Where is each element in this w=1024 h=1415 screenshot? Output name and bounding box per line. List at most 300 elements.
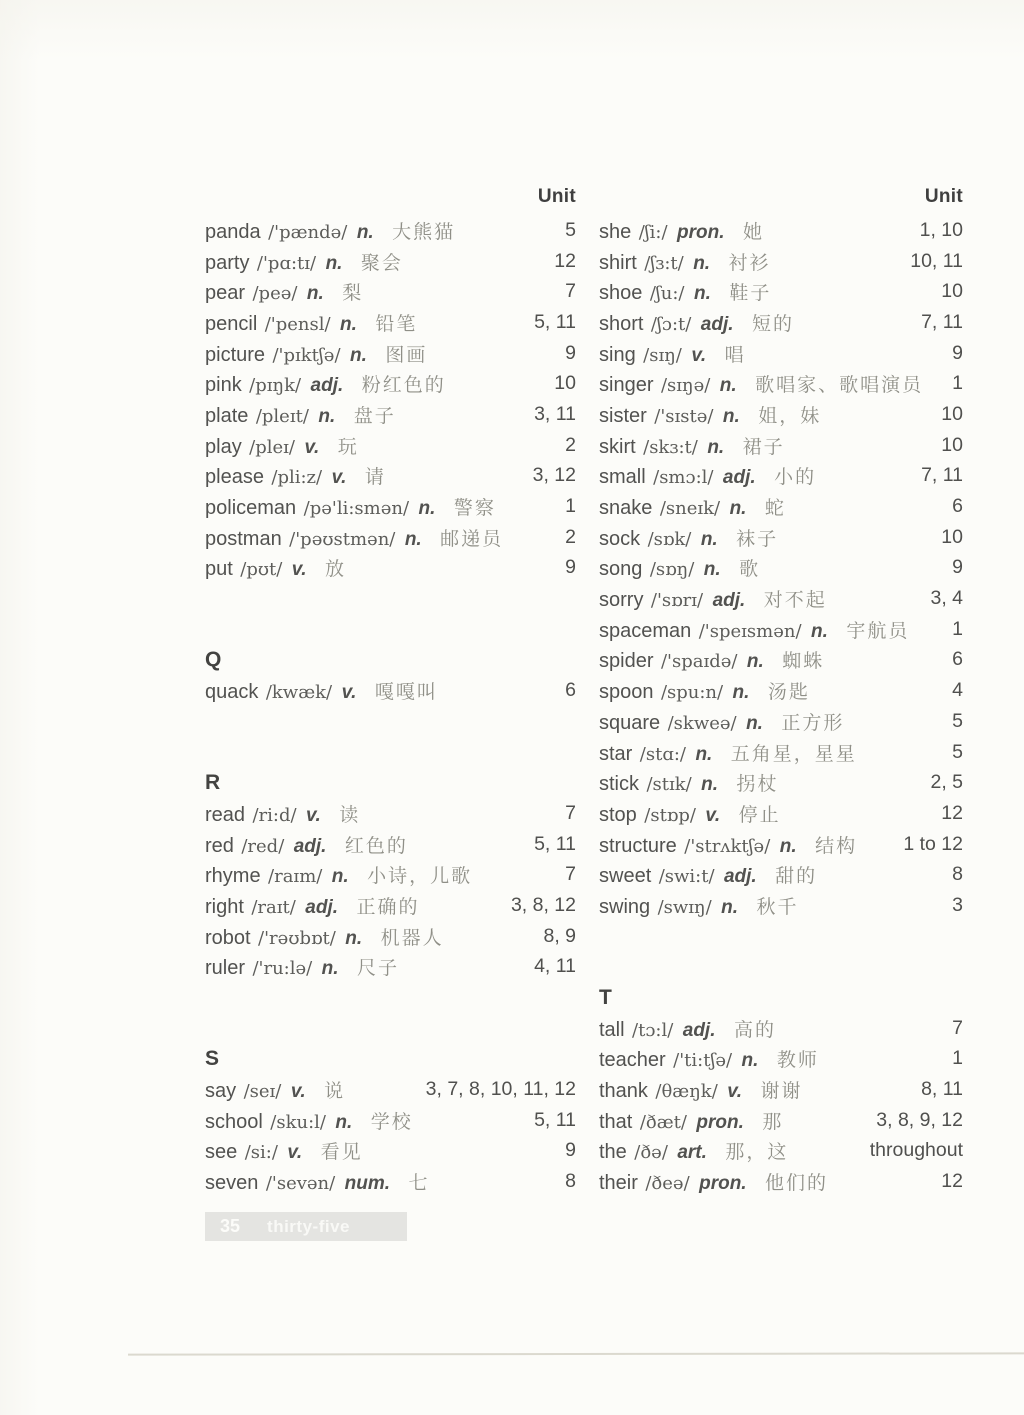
entry-translation: 裙子 [742,436,785,458]
entry-phonetic: /stɒp/ [644,804,696,826]
entry-word: the [599,1141,627,1164]
entry-text [599,401,821,428]
entry-phonetic: /skweə/ [667,712,737,734]
entry-part-of-speech: n. [719,375,737,397]
entry-phonetic: /'sɪstə/ [654,405,714,427]
glossary-entry [599,890,963,921]
entry-word: red [205,834,234,857]
entry-part-of-speech: n. [335,1111,353,1133]
entry-part-of-speech: n. [356,221,374,243]
entry-unit-numbers: 1 [952,1047,963,1070]
glossary-entry [205,859,576,890]
entry-translation: 宇航员 [846,620,910,642]
entry-text [205,1076,345,1103]
glossary-entry [599,522,963,553]
entry-phonetic: /si:/ [244,1142,278,1164]
entry-translation: 粉红色的 [361,375,446,397]
glossary-entry [599,798,963,829]
entry-phonetic: /ðə/ [634,1142,668,1164]
entry-phonetic: /'pɪktʃə/ [272,344,341,366]
glossary-entry [205,1105,576,1136]
entry-unit-numbers: 1 [952,372,963,395]
entry-unit-numbers: 10 [941,525,963,548]
entry-phonetic: /swi:t/ [658,866,715,888]
entry-unit-numbers: 3, 7, 8, 10, 11, 12 [425,1078,576,1101]
entry-unit-numbers: 1 to 12 [903,832,963,855]
entry-word: structure [599,834,677,857]
entry-word: play [205,435,242,458]
entry-translation: 说 [324,1081,346,1103]
entry-phonetic: /pleɪ/ [249,436,295,458]
entry-word: plate [205,404,249,427]
entry-word: teacher [599,1049,666,1072]
entry-word: party [205,251,250,274]
entry-part-of-speech: n. [695,743,713,765]
entry-phonetic: /smɔ:l/ [653,467,714,489]
entry-word: put [205,558,233,581]
entry-phonetic: /pli:z/ [271,467,323,489]
glossary-entry [599,737,963,768]
entry-phonetic: /ʃɔ:t/ [650,313,692,335]
entry-part-of-speech: v. [304,436,320,458]
entry-unit-numbers: 8 [565,1170,576,1193]
entry-word: spider [599,650,654,673]
entry-unit-numbers: 3 [952,893,963,916]
entry-translation: 聚会 [360,252,403,274]
entry-part-of-speech: n. [418,498,436,520]
entry-unit-numbers: 9 [952,341,963,364]
entry-translation: 他们的 [765,1173,829,1195]
entry-part-of-speech: n. [693,252,711,274]
entry-unit-numbers: 7 [952,1016,963,1039]
entry-phonetic: /ðeə/ [645,1173,690,1195]
entry-word: robot [205,926,251,949]
entry-translation: 看见 [320,1142,363,1164]
entry-part-of-speech: v. [727,1081,743,1103]
unit-column-header-right: Unit [924,186,963,207]
entry-phonetic: /pɪŋk/ [249,375,302,397]
unit-column-header-left: Unit [537,186,576,207]
entry-part-of-speech: n. [318,405,336,427]
entry-word: school [205,1110,263,1133]
entry-phonetic: /stɑ:/ [639,743,686,765]
entry-phonetic: /spu:n/ [660,682,724,704]
entry-phonetic: /sɪŋ/ [643,344,682,366]
glossary-entry [599,859,963,890]
entry-word: stick [599,773,639,796]
glossary-entry [205,246,576,277]
entry-word: small [599,466,646,489]
entry-translation: 短的 [751,313,794,335]
blank-row [205,982,576,1013]
entry-text [205,861,472,888]
entry-unit-numbers: 1 [565,495,576,518]
entry-text [599,800,781,827]
entry-text [599,1168,828,1195]
entry-text [599,1137,788,1164]
entry-part-of-speech: adj. [722,467,756,489]
entry-part-of-speech: pron. [699,1173,747,1195]
entry-unit-numbers: 3, 8, 12 [510,893,576,916]
entry-text [205,800,360,827]
entry-part-of-speech: v. [691,344,707,366]
entry-word: picture [205,343,266,366]
entry-part-of-speech: n. [729,498,747,520]
entry-word: square [599,711,661,734]
entry-word: singer [599,374,654,397]
entry-part-of-speech: adj. [293,835,327,857]
entry-text [599,462,816,489]
entry-text [599,1045,819,1072]
entry-unit-numbers: 7, 11 [921,310,963,333]
glossary-entry [599,368,963,399]
glossary-entry [205,276,576,307]
entry-phonetic: /'pɑ:tɪ/ [256,252,317,274]
entry-text [205,248,403,275]
entry-word: shirt [599,251,637,274]
entry-word: read [205,803,246,826]
entry-translation: 拐杖 [736,774,779,796]
section-letter: R [205,770,221,794]
entry-text [599,1107,783,1134]
entry-text [599,1076,803,1103]
entry-translation: 鞋子 [729,283,772,305]
glossary-entry [599,399,963,430]
entry-translation: 那 [762,1111,784,1133]
entry-phonetic: /'sevən/ [265,1173,336,1195]
entry-phonetic: /ri:d/ [252,804,297,826]
entry-translation: 铅笔 [375,313,418,335]
glossary-entry [599,1074,963,1105]
entry-word: star [599,742,633,765]
entry-text [599,646,824,673]
entry-unit-numbers: 6 [952,648,963,671]
entry-translation: 歌 [739,559,761,581]
entry-part-of-speech: n. [746,712,763,734]
entry-word: pear [205,282,246,305]
entry-translation: 小的 [774,467,817,489]
entry-phonetic: /θæŋk/ [655,1081,718,1103]
entry-translation: 学校 [370,1111,413,1133]
glossary-entry [205,553,576,584]
entry-unit-numbers: 5, 11 [534,1108,576,1131]
glossary-entry [205,890,576,921]
entry-part-of-speech: n. [340,313,357,335]
entry-text [205,892,419,919]
entry-part-of-speech: adj. [682,1019,716,1041]
entry-text [205,953,399,980]
entry-word: skirt [599,435,636,458]
entry-translation: 蛇 [764,498,786,520]
entry-unit-numbers: 3, 12 [532,464,576,487]
entry-phonetic: /raɪm/ [268,866,323,888]
entry-translation: 大熊猫 [392,221,456,243]
entry-word: stop [599,803,637,826]
entry-translation: 小诗，儿歌 [367,866,473,888]
entry-unit-numbers: 5 [565,218,576,241]
entry-word: quack [205,681,259,704]
entry-word: rhyme [205,865,261,888]
glossary-entry [599,1105,963,1136]
entry-word: swing [599,895,651,918]
entry-word: sing [599,343,636,366]
entry-phonetic: /skɜ:t/ [643,436,698,458]
entry-text [205,831,408,858]
entry-phonetic: /pleɪt/ [255,405,309,427]
entry-phonetic: /'ru:lə/ [252,958,313,980]
entry-unit-numbers: 2 [565,433,576,456]
glossary-entry [599,430,963,461]
entry-text [599,708,844,735]
entry-unit-numbers: 9 [565,1139,576,1162]
entry-word: short [599,312,644,335]
glossary-entry [205,921,576,952]
entry-word: pencil [205,312,258,335]
entry-part-of-speech: n. [331,866,349,888]
entry-phonetic: /swɪŋ/ [657,896,712,918]
entry-word: seven [205,1172,259,1195]
section-header-row [205,645,576,676]
entry-part-of-speech: v. [341,682,357,704]
entry-text [205,432,359,459]
entry-word: tall [599,1018,625,1041]
entry-text [205,370,446,397]
entry-translation: 机器人 [380,927,444,949]
entry-translation: 对不起 [763,590,827,612]
entry-text [205,401,396,428]
entry-word: panda [205,220,261,243]
entry-part-of-speech: adj. [712,590,746,612]
entry-translation: 袜子 [736,528,779,550]
entry-translation: 她 [742,221,764,243]
blank-row [205,583,576,614]
glossary-entry [205,461,576,492]
entry-phonetic: /'pəʊstmən/ [289,528,396,550]
entry-text [205,923,444,950]
entry-unit-numbers: 9 [565,556,576,579]
entry-word: postman [205,527,282,550]
entry-unit-numbers: 10, 11 [910,249,963,272]
entry-phonetic: /red/ [241,835,285,857]
entry-translation: 读 [339,804,361,826]
entry-phonetic: /sɒk/ [647,528,692,550]
entry-word: sorry [599,589,644,612]
entry-word: sock [599,527,641,550]
entry-phonetic: /'sɒrɪ/ [650,590,704,612]
entry-translation: 甜的 [775,866,818,888]
entry-word: shoe [599,282,643,305]
entry-translation: 五角星，星星 [730,743,857,765]
entry-unit-numbers: 10 [941,402,963,425]
entry-part-of-speech: num. [344,1173,391,1195]
section-letter: Q [205,647,222,671]
entry-text [599,585,827,612]
glossary-entry [599,767,963,798]
entry-text [205,524,503,551]
entry-part-of-speech: n. [779,835,797,857]
glossary-entry [205,1074,576,1105]
entry-phonetic: /seɪ/ [243,1081,282,1103]
entry-word: spoon [599,681,654,704]
entry-phonetic: /ðæt/ [639,1111,687,1133]
entry-word: say [205,1080,237,1103]
entry-part-of-speech: n. [700,528,718,550]
section-letter: S [205,1046,220,1070]
glossary-entry [599,307,963,338]
entry-unit-numbers: 5 [952,709,963,732]
section-header-row [205,767,576,798]
glossary-entry [599,1166,963,1197]
entry-part-of-speech: n. [349,344,367,366]
entry-translation: 唱 [724,344,746,366]
entry-translation: 那，这 [725,1142,789,1164]
entry-translation: 结构 [815,835,858,857]
entry-unit-numbers: 7 [565,801,576,824]
glossary-entry [599,675,963,706]
entry-translation: 梨 [342,283,364,305]
entry-phonetic: /ʃɜ:t/ [644,252,684,274]
entry-translation: 停止 [738,804,781,826]
entry-phonetic: /stɪk/ [646,774,692,796]
entry-text [205,309,417,336]
entry-part-of-speech: n. [732,682,750,704]
entry-part-of-speech: n. [321,958,339,980]
entry-text [599,739,857,766]
entry-translation: 蜘蛛 [782,651,825,673]
entry-text [599,493,786,520]
entry-phonetic: /'pændə/ [268,221,348,243]
entry-unit-numbers: 10 [554,372,576,395]
entry-word: that [599,1110,633,1133]
entry-part-of-speech: n. [703,559,721,581]
entry-translation: 正确的 [356,896,420,918]
glossary-entry [205,430,576,461]
entry-text [205,278,363,305]
entry-text [599,432,785,459]
entry-unit-numbers: 9 [565,341,576,364]
entry-text [599,616,909,643]
entry-translation: 七 [408,1173,430,1195]
entry-word: ruler [205,957,246,980]
entry-word: pink [205,374,242,397]
glossary-entry [205,1136,576,1167]
entry-text [205,554,346,581]
entry-part-of-speech: v. [291,559,307,581]
entry-translation: 玩 [337,436,359,458]
glossary-entry [599,491,963,522]
entry-part-of-speech: n. [722,405,740,427]
entry-phonetic: /sneɪk/ [659,498,721,520]
blank-row [599,921,963,952]
entry-translation: 嘎嘎叫 [374,682,438,704]
entry-unit-numbers: 4, 11 [534,955,576,978]
glossary-entry [599,614,963,645]
blank-row [205,737,576,768]
entry-part-of-speech: n. [701,774,719,796]
glossary-entry [205,338,576,369]
glossary-entry [599,461,963,492]
entry-text [599,769,779,796]
entry-word: their [599,1172,638,1195]
entry-part-of-speech: art. [677,1142,707,1164]
entry-text [205,340,427,367]
glossary-entry [599,1136,963,1167]
entry-unit-numbers: 2, 5 [930,771,963,794]
entry-part-of-speech: n. [707,436,725,458]
entry-word: please [205,466,264,489]
entry-phonetic: /'speɪsmən/ [698,620,802,642]
entry-phonetic: /'spaɪdə/ [660,651,738,673]
entry-part-of-speech: n. [746,651,764,673]
entry-word: she [599,220,632,243]
entry-unit-numbers: 7, 11 [921,464,963,487]
entry-phonetic: /ʃu:/ [649,283,685,305]
glossary-entry [599,246,963,277]
entry-unit-numbers: 3, 4 [930,587,963,610]
entry-text [205,462,386,489]
entry-phonetic: /kwæk/ [265,682,333,704]
entry-text [205,677,438,704]
entry-translation: 歌唱家、歌唱演员 [755,375,924,397]
entry-text [599,524,778,551]
glossary-entry [599,645,963,676]
entry-part-of-speech: n. [325,252,343,274]
entry-word: right [205,895,244,918]
entry-unit-numbers: 3, 11 [534,402,576,425]
entry-translation: 尺子 [357,958,400,980]
entry-part-of-speech: n. [721,896,739,918]
entry-text [599,677,810,704]
entry-unit-numbers: 9 [952,556,963,579]
entry-unit-numbers: 5 [952,740,963,763]
entry-text [599,554,760,581]
entry-phonetic: /sku:l/ [270,1111,326,1133]
entry-phonetic: /ʃi:/ [638,221,668,243]
blank-row [205,1013,576,1044]
entry-translation: 盘子 [353,405,396,427]
entry-unit-numbers: 8, 9 [543,924,576,947]
entry-phonetic: /'ti:tʃə/ [673,1050,733,1072]
glossary-entry [205,399,576,430]
entry-unit-numbers: 12 [554,249,576,272]
entry-word: snake [599,497,653,520]
entry-text [205,217,455,244]
entry-word: spaceman [599,619,692,642]
entry-phonetic: /'strʌktʃə/ [684,835,771,857]
entry-text [599,370,923,397]
entry-unit-numbers: 7 [565,280,576,303]
entry-part-of-speech: adj. [310,375,344,397]
entry-translation: 汤匙 [767,682,810,704]
entry-text [599,340,746,367]
entry-part-of-speech: adj. [700,313,734,335]
blank-row [599,952,963,983]
glossary-entry [205,1166,576,1197]
entry-unit-numbers: 7 [565,863,576,886]
entry-part-of-speech: v. [306,804,321,826]
entry-part-of-speech: v. [287,1142,303,1164]
section-header-row [205,1044,576,1075]
entry-word: policeman [205,497,297,520]
entry-part-of-speech: adj. [305,896,339,918]
entry-translation: 教师 [776,1050,819,1072]
glossary-entry [599,1044,963,1075]
entry-word: song [599,558,643,581]
entry-text [205,1168,430,1195]
entry-text [599,309,794,336]
entry-text [599,892,799,919]
glossary-entry [205,829,576,860]
